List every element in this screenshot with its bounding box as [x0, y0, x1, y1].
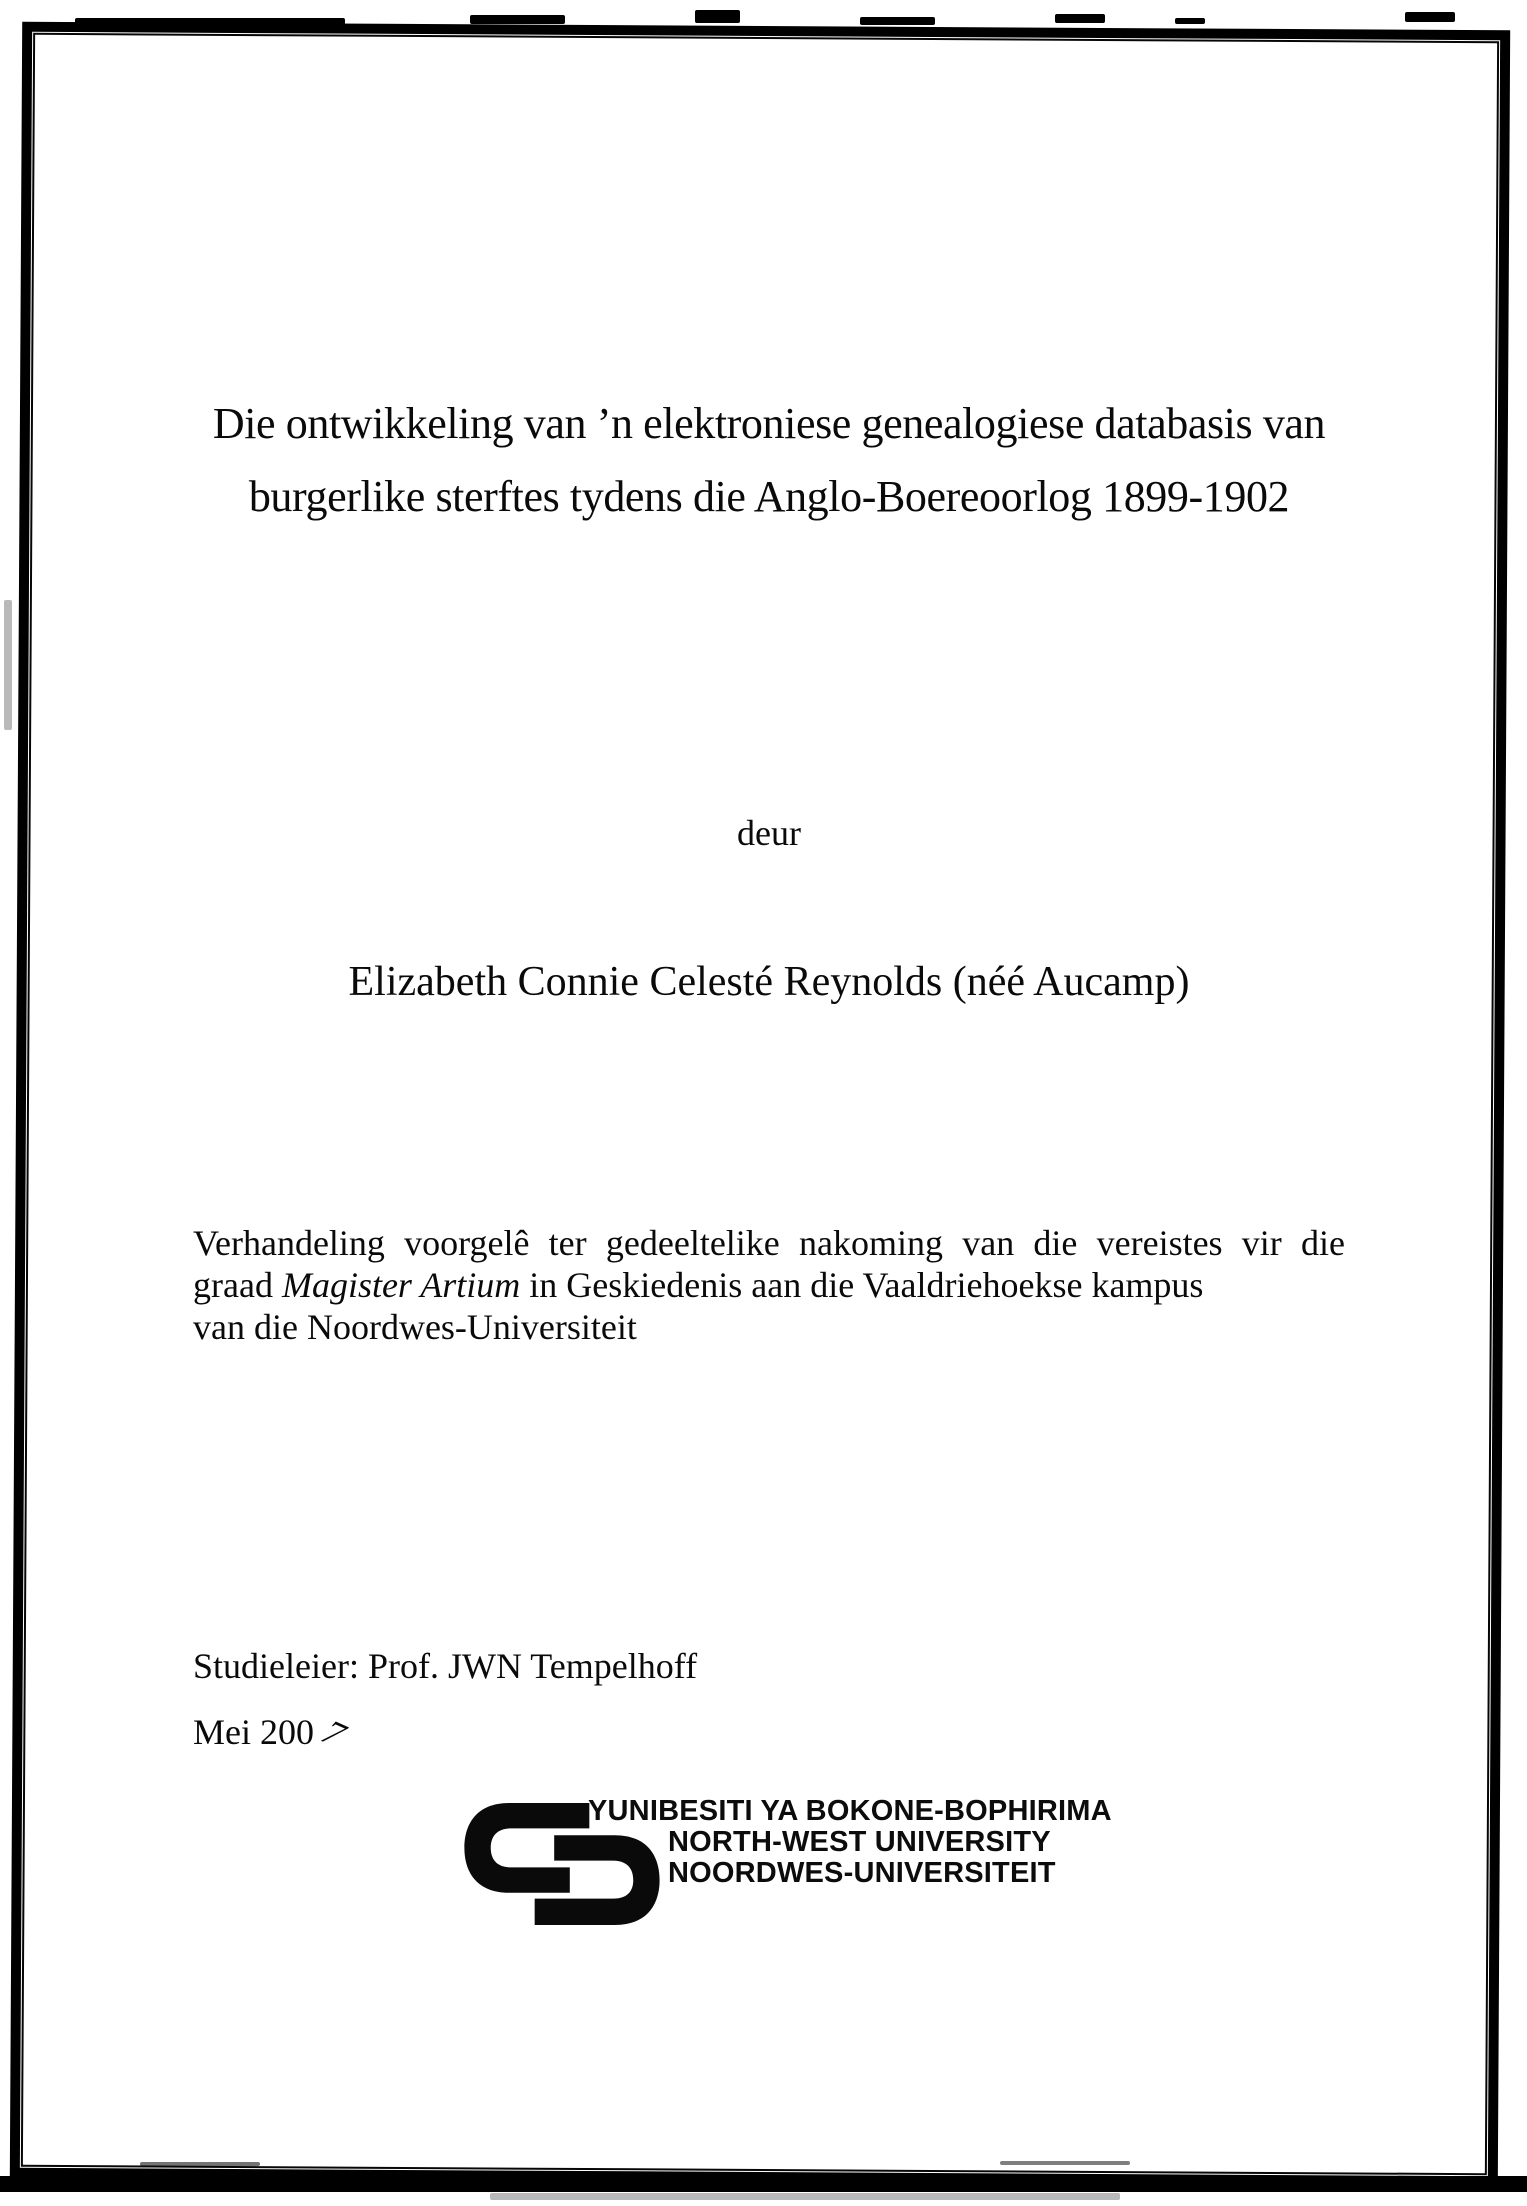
nwu-logo-text-english: NORTH-WEST UNIVERSITY — [668, 1826, 1051, 1858]
degree-name-italic: Magister Artium — [281, 1265, 521, 1305]
supervisor-block — [193, 1633, 1345, 1765]
author-name: Elizabeth Connie Celesté Reynolds (néé Aucamp) — [348, 959, 1190, 1005]
scan-artifact — [695, 10, 740, 23]
scan-artifact — [4, 600, 12, 730]
nwu-logo-text — [588, 1796, 1112, 1889]
scan-artifact — [1055, 14, 1105, 23]
scan-artifact — [140, 2162, 260, 2166]
scan-artifact — [860, 17, 935, 25]
scan-artifact — [1000, 2161, 1130, 2165]
nwu-logo-text-setswana: YUNIBESITI YA BOKONE-BOPHIRIMA — [588, 1795, 1112, 1827]
supervisor-line: Studieleier: Prof. JWN Tempelhoff — [193, 1646, 698, 1686]
date-last-digit: 7 — [311, 1714, 356, 1753]
thesis-title-line-2: burgerlike sterftes tydens die Anglo-Boereoorlog 1899-1902 — [248, 472, 1290, 521]
degree-statement-line-3: van die Noordwes-Universiteit — [193, 1307, 637, 1347]
degree-statement-line-2-pre: graad — [193, 1265, 282, 1305]
degree-statement-line-2 — [193, 1264, 1345, 1306]
date-line — [193, 1699, 1345, 1765]
thesis-title-line-1: Die ontwikkeling van ’n elektroniese genealogiese databasis van — [212, 399, 1326, 448]
nwu-logo-text-afrikaans: NOORDWES-UNIVERSITEIT — [668, 1857, 1056, 1889]
scan-artifact — [1405, 12, 1455, 22]
degree-statement — [193, 1222, 1345, 1348]
scan-artifact-bottom-bar — [0, 2176, 1527, 2192]
scan-artifact — [490, 2193, 1120, 2200]
degree-statement-line-2-post: in Geskiedenis aan die Vaaldriehoekse kampus — [520, 1265, 1204, 1305]
scan-artifact — [470, 15, 565, 24]
degree-statement-line-1: Verhandeling voorgelê ter gedeeltelike nakoming van die vereistes vir die — [193, 1223, 1345, 1263]
scan-artifact — [1175, 18, 1205, 24]
date-prefix: Mei 200 — [193, 1712, 314, 1752]
byline-deur: deur — [737, 813, 801, 853]
thesis-title — [193, 387, 1345, 533]
